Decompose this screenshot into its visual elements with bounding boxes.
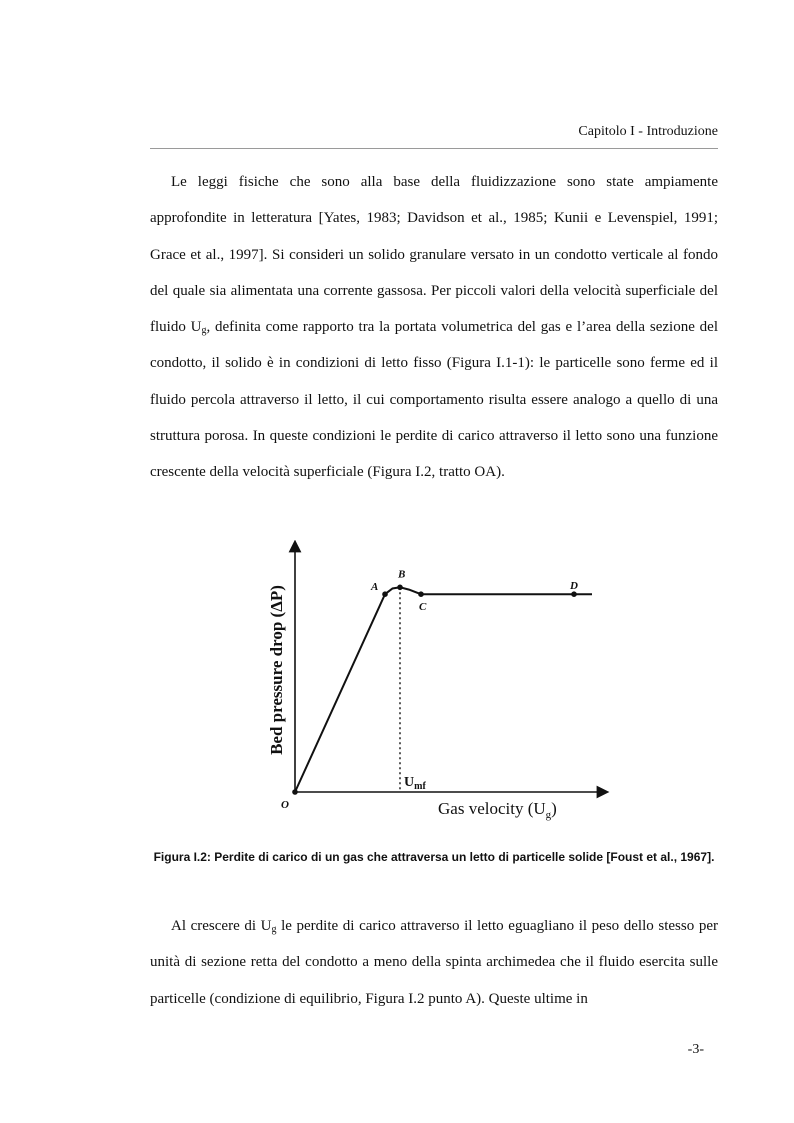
umf-label-sub: mf — [414, 781, 426, 792]
umf-label-main: U — [404, 775, 415, 790]
point-b — [397, 585, 403, 591]
paragraph-2-part1: Al crescere di U — [171, 918, 272, 934]
point-label-o: O — [281, 799, 289, 811]
umf-label — [404, 775, 426, 792]
x-axis-label-main: Gas velocity (U — [438, 799, 546, 818]
paragraph-1-part2: , definita come rapporto tra la portata volumetrica del gas e l’area della sezione del condotto, il solido è in condizioni di letto fisso (Figura I.1-1): le particelle sono ferme ed il fluido percola attraverso il letto, il cui comportamento risulta essere analogo a quello di una struttura porosa. In queste condizioni le perdite di carico attraverso il letto sono una funzione crescente della velocità superficiale (Figura I.2, tratto OA). — [150, 319, 718, 481]
figure-caption: Figura I.2: Perdite di carico di un gas che attraversa un letto di particelle solide [Foust et al., 1967]. — [153, 850, 715, 864]
point-o — [292, 789, 298, 795]
paragraph-2 — [150, 908, 718, 1017]
x-axis-label-end: ) — [551, 799, 557, 818]
point-label-c: C — [419, 601, 427, 614]
page-number: -3- — [687, 1042, 704, 1057]
paragraph-2-subscript: g — [271, 924, 277, 935]
pressure-drop-curve — [295, 587, 592, 792]
point-d — [571, 591, 577, 597]
pressure-drop-chart — [260, 540, 620, 830]
paragraph-1-part1: Le leggi fisiche che sono alla base della fluidizzazione sono state ampiamente approfondite in letteratura [Yates, 1983; Davidson et al., 1985; Kunii e Levenspiel, 1991; Grace et al., 1997]. Si consideri un solido granulare versato in un condotto verticale al fondo del quale sia alimentata una corrente gassosa. Per piccoli valori della velocità superficiale del fluido U — [150, 174, 718, 336]
paragraph-2-part2: le perdite di carico attraverso il letto eguagliano il peso dello stesso per unità di sezione retta del condotto a meno della spinta archimedea che il fluido esercita sulle particelle (condizione di equilibrio, Figura I.2 punto A). Queste ultime in — [150, 918, 718, 1007]
point-label-d: D — [570, 580, 578, 593]
chapter-title: Capitolo I - Introduzione — [578, 124, 718, 139]
y-axis-label: Bed pressure drop (ΔP) — [267, 585, 286, 755]
point-label-b: B — [398, 568, 406, 581]
x-axis-label — [438, 799, 557, 821]
paragraph-1-subscript: g — [201, 325, 207, 337]
running-header — [150, 124, 718, 149]
figure-pressure-drop — [260, 540, 620, 830]
point-c — [418, 591, 424, 597]
paragraph-1 — [150, 164, 718, 491]
point-a — [382, 591, 388, 597]
point-label-a: A — [371, 581, 379, 594]
x-axis-label-sub: g — [545, 809, 552, 821]
